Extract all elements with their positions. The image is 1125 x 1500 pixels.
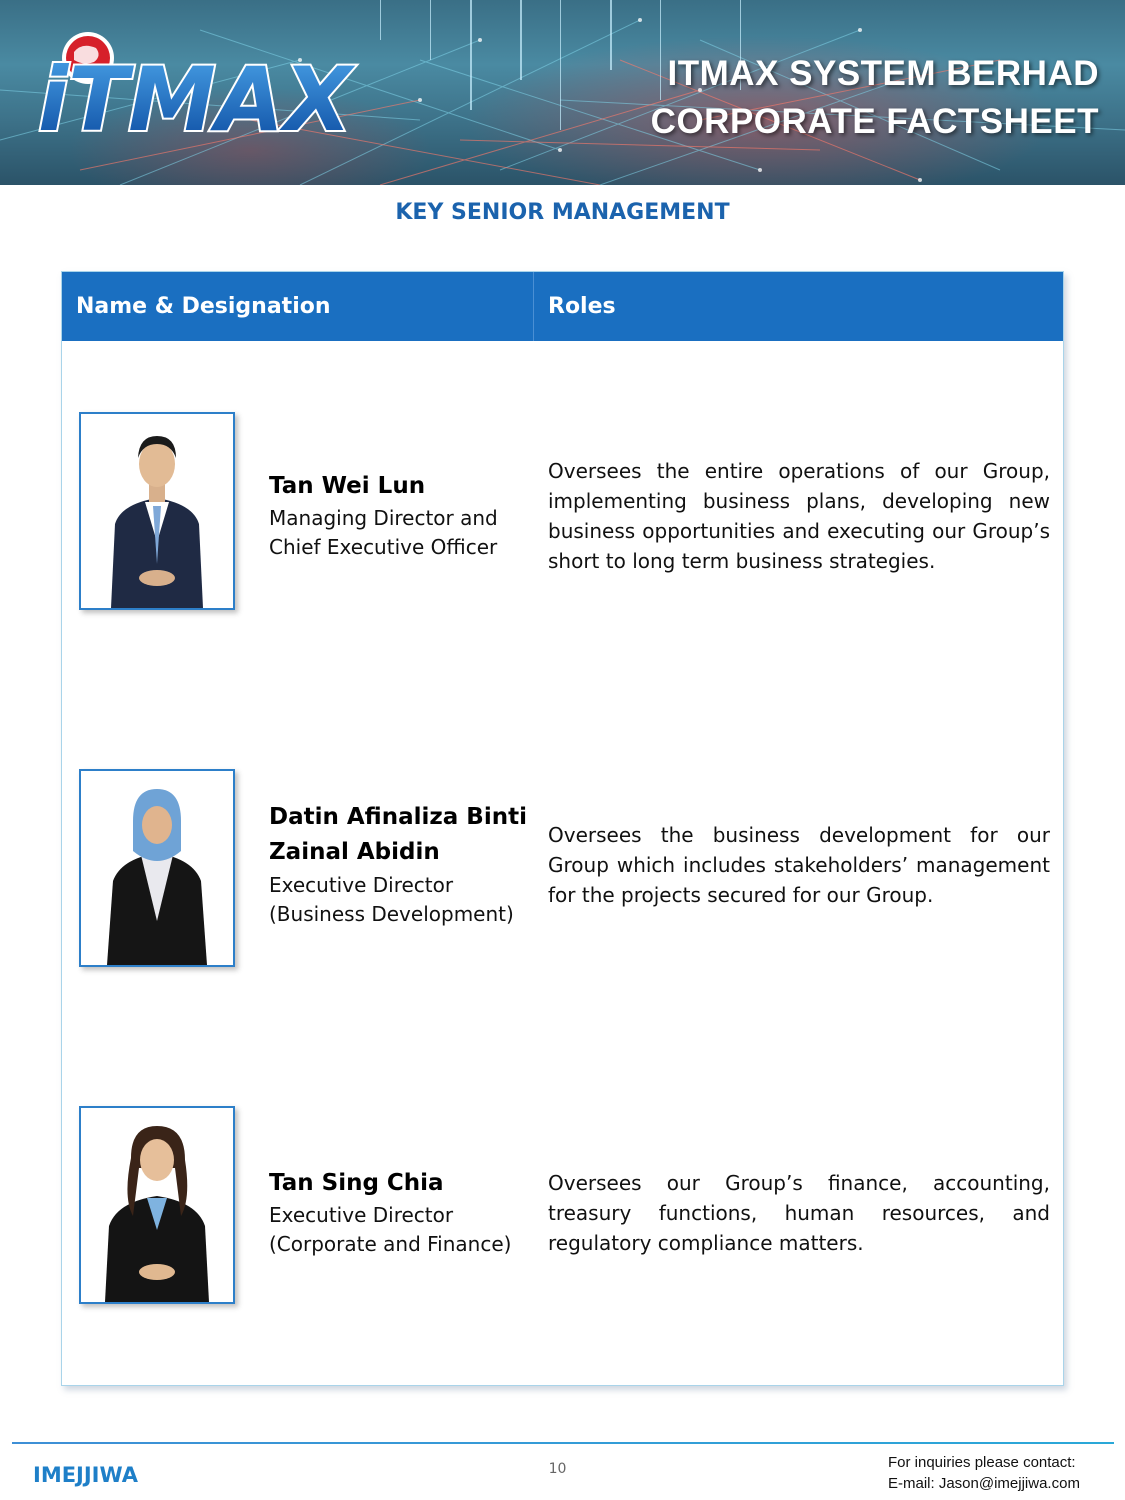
portrait-photo — [79, 1106, 235, 1304]
itmax-logo — [30, 30, 420, 140]
footer-logo-text: IMEJJIWA — [33, 1463, 138, 1487]
header-divider — [533, 272, 534, 341]
person-designation-line1: Executive Director — [269, 1203, 454, 1227]
contact-info — [888, 1452, 1080, 1494]
column-header-roles: Roles — [548, 294, 616, 319]
section-title: KEY SENIOR MANAGEMENT — [395, 200, 730, 225]
table-header — [62, 272, 1063, 341]
logo-wordmark: iTMAX — [38, 48, 352, 140]
role-description: Oversees the business development for our Group which includes stakeholders’ management for the projects secured for our Group. — [548, 823, 1050, 907]
person-name: Tan Sing Chia — [269, 1170, 444, 1196]
management-table — [61, 271, 1064, 1386]
contact-line-1: For inquiries please contact: — [888, 1454, 1076, 1471]
person-designation-line2: Chief Executive Officer — [269, 535, 498, 559]
document-title — [651, 50, 1099, 146]
person-designation-line1: Executive Director — [269, 873, 454, 897]
footer-divider — [12, 1442, 1114, 1444]
person-name: Tan Wei Lun — [269, 473, 426, 499]
portrait-photo — [79, 769, 235, 967]
contact-email: E-mail: Jason@imejjiwa.com — [888, 1475, 1080, 1492]
portrait-photo — [79, 412, 235, 610]
person-designation-line1: Managing Director and — [269, 506, 498, 530]
person-name-line1: Datin Afinaliza Binti — [269, 804, 527, 830]
title-line-2: CORPORATE FACTSHEET — [650, 102, 1099, 141]
page-number: 10 — [548, 1461, 567, 1477]
person-designation-line2: (Corporate and Finance) — [269, 1232, 512, 1256]
role-description: Oversees our Group’s finance, accounting, treasury functions, human resources, and regulatory compliance matters. — [548, 1171, 1050, 1255]
person-name-line2: Zainal Abidin — [269, 839, 440, 865]
column-header-name: Name & Designation — [76, 294, 331, 319]
header-banner — [0, 0, 1125, 185]
title-line-1: ITMAX SYSTEM BERHAD — [667, 54, 1099, 93]
person-designation-line2: (Business Development) — [269, 902, 514, 926]
role-description: Oversees the entire operations of our Group, implementing business plans, developing new business opportunities and executing our Group’s short to long term business strategies. — [548, 459, 1050, 573]
